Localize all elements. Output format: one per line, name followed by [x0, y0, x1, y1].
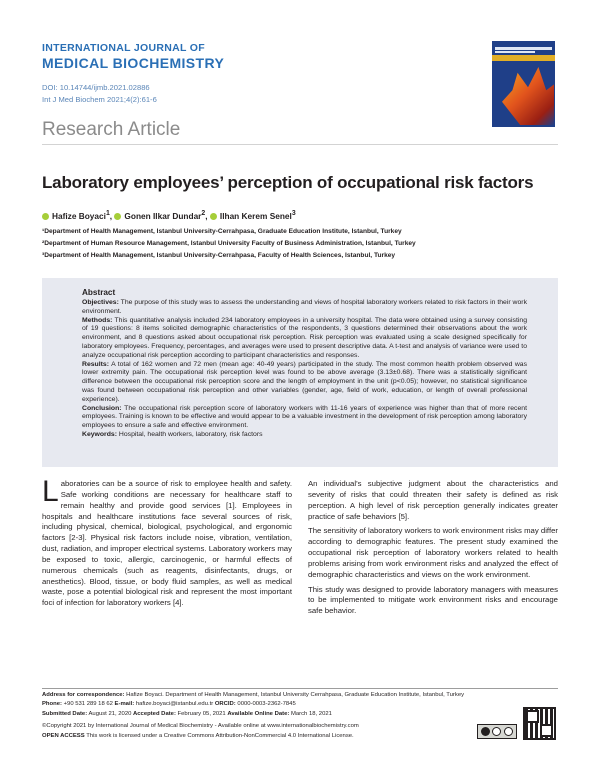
abstract-objectives [82, 299, 527, 317]
footer-label: Available Online Date: [227, 711, 290, 717]
orcid-link[interactable]: 0000-0003-2362-7845 [235, 701, 296, 707]
author-name: Hafize Boyaci [52, 210, 106, 221]
orcid-icon[interactable] [210, 213, 217, 220]
footer-label: E-mail: [114, 701, 135, 707]
body-paragraph: An individual’s subjective judgment about the characteristics and severity of risks that could threaten their safety is defined as risk perception. A high level of risk perception generally indicates greater practice of safe behaviors [5]. [308, 479, 558, 521]
author-affil-sup: 1 [105, 210, 110, 217]
affiliation: ¹Department of Health Management, Istanbul University-Cerrahpasa, Graduate Education Institute, Istanbul, Turkey [42, 228, 402, 235]
footer-text: February 05, 2021 [175, 711, 228, 717]
abstract-text: Hospital, health workers, laboratory, risk factors [117, 430, 263, 438]
journal-name-line1: INTERNATIONAL JOURNAL OF [42, 42, 205, 54]
abstract-label: Methods: [82, 316, 113, 324]
email-link[interactable]: hafize.boyaci@istanbul.edu.tr [134, 701, 215, 707]
cc-license-icon[interactable] [477, 724, 517, 739]
body-paragraph: This study was designed to provide laboratory managers with measures to be implemented to mitigate work environment risks and encourage safe behavior. [308, 584, 558, 616]
abstract-label: Conclusion: [82, 404, 122, 412]
author-sep: , [109, 210, 115, 221]
body-column-right [308, 479, 558, 621]
article-dates [42, 711, 332, 717]
copyright: ©Copyright 2021 by International Journal of Medical Biochemistry - Available online at www.internationalbiochemistry.com [42, 723, 359, 729]
cover-band [492, 55, 555, 61]
correspondence-address [42, 692, 464, 698]
article-title: Laboratory employees’ perception of occupational risk factors [42, 173, 534, 192]
footer-text: Hafize Boyaci. Department of Health Management, Istanbul University Cerrahpasa, Graduate Education Institute, Istanbul, Turkey [124, 692, 465, 698]
citation: Int J Med Biochem 2021;4(2):61-6 [42, 95, 157, 104]
affiliation: ³Department of Health Management, Istanbul University-Cerrahpasa, Faculty of Health Sciences, Istanbul, Turkey [42, 252, 396, 259]
abstract-text: The purpose of this study was to assess the understanding and views of hospital laboratory workers related to risk factors in their work environment. [82, 299, 527, 315]
body-text: aboratories can be a source of risk to employee health and safety. Safe working conditions are necessary for healthcare staff to remain healthy and provide good services [1]. Employees in hospitals and healthcare institutions face several sources of risk, including physical, chemical, biological, psychological, and ergonomic factors [2-3]. Physical risk factors include noise, vibration, ventilation, dust, radiation, and improper electrical systems. Laboratory workers may be exposed to toxic, allergic, carcinogenic, or harmful effects of numerous chemicals (such as reagents, disinfectants, drugs, or anesthetics). Blood, tissue, or body fluid samples, as well as medical waste, pose a potential biological risk and represent the most important foci of infection for laboratory workers [4]. [42, 479, 292, 608]
abstract-label: Results: [82, 360, 110, 368]
dropcap: L [42, 475, 59, 508]
abstract-text: This quantitative analysis included 234 laboratory employees in a university hospital. The data were obtained using a survey consisting of 19 questions: 8 items solicited demographic characteristics of the respondents, 3 questions determined their observations about the work environment, and 8 questions asked about occupational risk perception. Risk perception was evaluated using a scale designed specifically for laboratory employees. Frequency, percentages, and averages were used to present descriptive data. A t-test and analysis of variance were used to analyze occupational risk perception according to participant characteristics and responses. [82, 316, 527, 359]
doi[interactable]: DOI: 10.14744/ijmb.2021.02886 [42, 83, 150, 92]
orcid-icon[interactable] [114, 213, 121, 220]
footer-divider [42, 688, 558, 689]
author-name: Gonen Ilkar Dundar [124, 210, 202, 221]
abstract-text: A total of 162 women and 72 men (mean age: 40-49 years) participated in the study. The most common health problem observed was lower extremity pain. The occupational risk perception level was found to be above average (3.13±0.68). There was a statistically significant difference between the occupational risk perception score and the length of employment in the unit (p<0.05); however, no statistical significance was found between occupational risk perception and other variables (gender, age, field of work, education, or length of overall professional experience). [82, 360, 527, 403]
body-column-left [42, 475, 292, 613]
author-affil-sup: 2 [201, 210, 206, 217]
section-label: Research Article [42, 119, 181, 140]
abstract-heading: Abstract [82, 288, 116, 297]
journal-cover-image [492, 41, 555, 127]
abstract-keywords [82, 431, 527, 440]
abstract-body [82, 299, 527, 440]
footer-label: OPEN ACCESS [42, 733, 85, 739]
open-access-notice [42, 733, 354, 739]
body-paragraph [42, 475, 292, 609]
footer-text: August 21, 2020 [87, 711, 134, 717]
author-sep: , [205, 210, 210, 221]
footer-label: Submitted Date: [42, 711, 88, 717]
journal-name-line2: MEDICAL BIOCHEMISTRY [42, 55, 225, 71]
footer-text: +90 531 289 18 62 [61, 701, 115, 707]
cover-art [502, 67, 554, 125]
abstract-results [82, 361, 527, 405]
qr-code-icon[interactable] [523, 707, 556, 740]
abstract-methods [82, 317, 527, 361]
cover-subtitle-bar [495, 51, 535, 53]
affiliation: ²Department of Human Resource Management, Istanbul University Faculty of Business Administration, Istanbul, Turkey [42, 240, 416, 247]
footer-text: March 18, 2021 [289, 711, 332, 717]
cc-circle-icon [481, 727, 490, 736]
abstract-label: Objectives: [82, 299, 119, 306]
orcid-icon[interactable] [42, 213, 49, 220]
divider [42, 144, 558, 145]
abstract-conclusion [82, 405, 527, 431]
footer-label: Phone: [42, 701, 62, 707]
footer-label: ORCID: [214, 701, 236, 707]
footer-text: This work is licensed under a Creative Commons Attribution-NonCommercial 4.0 International License. [84, 733, 354, 739]
nc-icon [504, 727, 513, 736]
cover-title-bar [495, 47, 552, 50]
footer-label: Address for correspondence: [42, 692, 125, 698]
correspondence-contact [42, 701, 296, 707]
abstract-label: Keywords: [82, 430, 117, 438]
body-paragraph: The sensitivity of laboratory workers to work environment risks may differ according to demographic features. The present study examined the occupational risk perception of laboratory workers related to health problems arising from work environment risks and analyzed the effect of demographic characteristics and views on the work environment. [308, 526, 558, 579]
author-name: Ilhan Kerem Senel [219, 210, 292, 221]
abstract-text: The occupational risk perception score of laboratory workers with 11-16 years of experience was higher than that of more recent employees. Training is known to be effective and would appear to be a valuable investment in the development of risk perception among laboratory employees to ensure a safe and effective environment. [82, 404, 527, 430]
by-person-icon [492, 727, 501, 736]
author-list [42, 210, 296, 221]
author-affil-sup: 3 [291, 210, 296, 217]
footer-label: Accepted Date: [133, 711, 176, 717]
